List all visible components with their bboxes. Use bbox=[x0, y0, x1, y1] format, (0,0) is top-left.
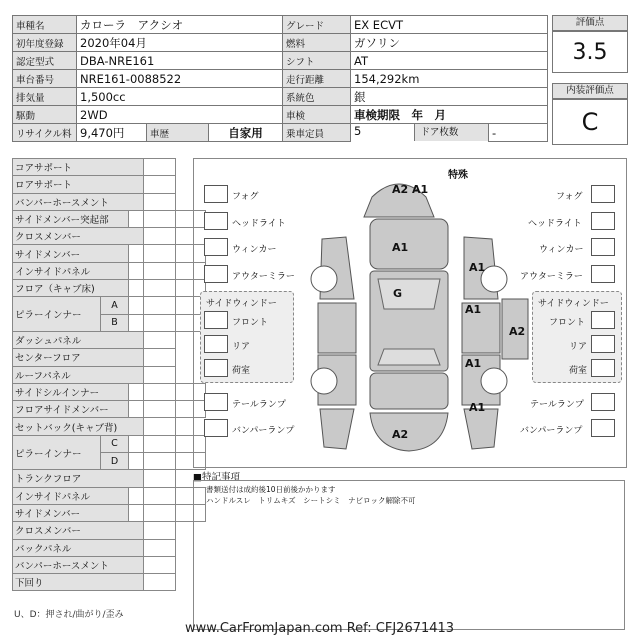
watermark: www.CarFromJapan.com Ref: CFJ2671413 bbox=[185, 621, 455, 636]
spec-table bbox=[12, 15, 548, 142]
spec-label: ドア枚数 bbox=[415, 124, 488, 141]
spec-value: 1,500cc bbox=[77, 88, 283, 106]
sidewindow-left-label: サイドウィンドー bbox=[206, 299, 277, 309]
sw-front-right-checkbox[interactable] bbox=[591, 311, 615, 329]
part-label: バックパネル bbox=[13, 539, 144, 556]
spec-label: 車台番号 bbox=[13, 70, 77, 88]
parts-row bbox=[13, 470, 206, 487]
spec-value: AT bbox=[351, 52, 548, 70]
part-label: インサイドパネル bbox=[13, 487, 129, 504]
parts-row bbox=[13, 522, 206, 539]
damage-diagram bbox=[193, 158, 627, 468]
parts-row bbox=[13, 418, 206, 435]
sw-front-right-label: フロント bbox=[549, 318, 586, 328]
part-label: センターフロア bbox=[13, 349, 144, 366]
spec-value: 自家用 bbox=[209, 124, 283, 142]
spec-value: NRE161-0088522 bbox=[77, 70, 283, 88]
spec-value: 9,470円 bbox=[77, 124, 147, 142]
parts-row bbox=[13, 435, 206, 452]
spec-label: 走行距離 bbox=[283, 70, 351, 88]
sw-front-left-label: フロント bbox=[232, 318, 269, 328]
remarks-box bbox=[193, 480, 625, 630]
parts-row bbox=[13, 401, 206, 418]
spec-label: 駆動 bbox=[13, 106, 77, 124]
spec-label: シフト bbox=[283, 52, 351, 70]
sw-rear-right-label: リア bbox=[569, 342, 588, 352]
rear-bumper bbox=[370, 413, 448, 451]
spec-label: 系統色 bbox=[283, 88, 351, 106]
part-sublabel: B bbox=[101, 314, 129, 331]
remarks-line: ハンドルスレ トリムキズ シートシミ ナビロック解除不可 bbox=[206, 496, 416, 505]
parts-row bbox=[13, 504, 206, 521]
part-label: コアサポート bbox=[13, 159, 144, 176]
parts-table bbox=[12, 158, 206, 591]
headlight-left-checkbox[interactable] bbox=[204, 212, 228, 230]
right-quarter bbox=[464, 409, 498, 449]
sw-rear-left-checkbox[interactable] bbox=[204, 335, 228, 353]
part-label: ロアサポート bbox=[13, 176, 144, 193]
headlight-right-checkbox[interactable] bbox=[591, 212, 615, 230]
part-label: クロスメンバー bbox=[13, 522, 144, 539]
sw-cargo-left-label: 荷室 bbox=[232, 366, 251, 376]
part-label: サイドメンバー bbox=[13, 245, 129, 262]
left-quarter bbox=[320, 409, 354, 449]
winker-left-checkbox[interactable] bbox=[204, 238, 228, 256]
parts-row bbox=[13, 349, 206, 366]
spec-label: 車歴 bbox=[147, 124, 209, 142]
left-front-door bbox=[318, 303, 356, 353]
taillamp-left-label: テールランプ bbox=[232, 400, 286, 410]
taillamp-left-checkbox[interactable] bbox=[204, 393, 228, 411]
rear-glass bbox=[378, 349, 440, 365]
parts-row bbox=[13, 245, 206, 262]
spec-value: - bbox=[489, 124, 548, 142]
spec-label: グレード bbox=[283, 16, 351, 34]
trunk-panel bbox=[370, 373, 448, 409]
sw-cargo-right-label: 荷室 bbox=[569, 366, 588, 376]
spec-value: DBA-NRE161 bbox=[77, 52, 283, 70]
winker-right-label: ウィンカー bbox=[539, 245, 584, 255]
spec-value: 車検期限 年 月 bbox=[351, 106, 548, 124]
damage-code-roof: G bbox=[393, 287, 403, 300]
damage-code-right-panel: A2 bbox=[509, 325, 526, 338]
spec-label: 排気量 bbox=[13, 88, 77, 106]
interior-score-label: 内装評価点 bbox=[552, 83, 628, 99]
part-label: ピラーインナー bbox=[13, 297, 101, 332]
windshield-glass bbox=[378, 279, 440, 309]
remarks-line: 書類送付は成約後10日前後かかります bbox=[206, 485, 336, 494]
headlight-left-label: ヘッドライト bbox=[232, 219, 286, 229]
sw-rear-right-checkbox[interactable] bbox=[591, 335, 615, 353]
part-label: サイドメンバー bbox=[13, 504, 129, 521]
spec-label: 燃料 bbox=[283, 34, 351, 52]
parts-row bbox=[13, 193, 206, 210]
parts-row bbox=[13, 574, 206, 591]
winker-left-label: ウィンカー bbox=[232, 245, 277, 255]
bumperlamp-left-checkbox[interactable] bbox=[204, 419, 228, 437]
part-label: セットバック(キャブ背) bbox=[13, 418, 144, 435]
mirror-left-label: アウターミラー bbox=[232, 272, 295, 282]
part-sublabel: D bbox=[101, 453, 129, 470]
legend-note: U、D：押され/曲がり/歪み bbox=[14, 610, 124, 620]
interior-score-value: C bbox=[552, 99, 628, 145]
sidewindow-right-label: サイドウィンドー bbox=[538, 299, 609, 309]
spec-label: 車種名 bbox=[13, 16, 77, 34]
taillamp-right-label: テールランプ bbox=[530, 400, 584, 410]
parts-row bbox=[13, 228, 206, 245]
sw-front-left-checkbox[interactable] bbox=[204, 311, 228, 329]
taillamp-right-checkbox[interactable] bbox=[591, 393, 615, 411]
parts-row bbox=[13, 539, 206, 556]
front-panel bbox=[370, 219, 448, 269]
spec-label: リサイクル料 bbox=[13, 124, 77, 142]
parts-row bbox=[13, 210, 206, 227]
fog-right-label: フォグ bbox=[556, 192, 583, 202]
part-label: クロスメンバー bbox=[13, 228, 144, 245]
remarks-title: ■特記事項 bbox=[193, 472, 240, 483]
spec-row bbox=[13, 88, 548, 106]
spec-row bbox=[13, 70, 548, 88]
score-label: 評価点 bbox=[552, 15, 628, 31]
damage-code-right-rear-door: A1 bbox=[465, 357, 482, 370]
fog-left-label: フォグ bbox=[232, 192, 259, 202]
spec-row bbox=[13, 16, 548, 34]
spec-label: 初年度登録 bbox=[13, 34, 77, 52]
bumperlamp-left-label: バンパーランプ bbox=[232, 426, 295, 436]
damage-code-rear-bumper: A2 bbox=[392, 428, 409, 441]
spec-row bbox=[13, 34, 548, 52]
spec-row bbox=[13, 52, 548, 70]
part-label: ピラーインナー bbox=[13, 435, 101, 470]
damage-code-right-quarter: A1 bbox=[469, 401, 486, 414]
part-label: インサイドパネル bbox=[13, 262, 129, 279]
spec-value: EX ECVT bbox=[351, 16, 548, 34]
sw-rear-left-label: リア bbox=[232, 342, 251, 352]
left-rear-wheel bbox=[311, 368, 337, 394]
mirror-right-checkbox[interactable] bbox=[591, 265, 615, 283]
mirror-left-checkbox[interactable] bbox=[204, 265, 228, 283]
fog-left-checkbox[interactable] bbox=[204, 185, 228, 203]
part-label: ダッシュパネル bbox=[13, 331, 144, 348]
spec-value: ガソリン bbox=[351, 34, 548, 52]
part-label: バンパーホースメント bbox=[13, 556, 144, 573]
parts-row bbox=[13, 262, 206, 279]
parts-row bbox=[13, 159, 206, 176]
parts-row bbox=[13, 176, 206, 193]
parts-row bbox=[13, 487, 206, 504]
spec-value: 2WD bbox=[77, 106, 283, 124]
spec-label: 乗車定員 bbox=[283, 124, 351, 142]
spec-row bbox=[13, 106, 548, 124]
part-label: トランクフロア bbox=[13, 470, 144, 487]
spec-row bbox=[13, 124, 548, 142]
spec-value: カローラ アクシオ bbox=[77, 16, 283, 34]
part-label: ルーフパネル bbox=[13, 366, 144, 383]
fog-right-checkbox[interactable] bbox=[591, 185, 615, 203]
right-rear-wheel bbox=[481, 368, 507, 394]
score-value: 3.5 bbox=[552, 31, 628, 73]
spec-value: 5 bbox=[351, 124, 415, 141]
spec-label: 車検 bbox=[283, 106, 351, 124]
part-sublabel: C bbox=[101, 435, 129, 452]
part-label: 下回り bbox=[13, 574, 144, 591]
parts-row bbox=[13, 280, 206, 297]
parts-row bbox=[13, 556, 206, 573]
mirror-right-label: アウターミラー bbox=[520, 272, 583, 282]
sw-cargo-left-checkbox[interactable] bbox=[204, 359, 228, 377]
part-label: サイドメンバー突起部 bbox=[13, 210, 129, 227]
part-label: サイドシルインナー bbox=[13, 383, 129, 400]
part-sublabel: A bbox=[101, 297, 129, 314]
parts-row bbox=[13, 383, 206, 400]
spec-value: 銀 bbox=[351, 88, 548, 106]
damage-code-hood: A2 A1 bbox=[392, 183, 429, 196]
damage-code-right-front-door: A1 bbox=[465, 303, 482, 316]
sw-cargo-right-checkbox[interactable] bbox=[591, 359, 615, 377]
damage-code-front: A1 bbox=[392, 241, 409, 254]
spec-label: 認定型式 bbox=[13, 52, 77, 70]
diagram-title: 特殊 bbox=[448, 170, 468, 181]
bumperlamp-right-checkbox[interactable] bbox=[591, 419, 615, 437]
winker-right-checkbox[interactable] bbox=[591, 238, 615, 256]
bumperlamp-right-label: バンパーランプ bbox=[520, 426, 583, 436]
spec-value: 2020年04月 bbox=[77, 34, 283, 52]
parts-row bbox=[13, 366, 206, 383]
parts-row bbox=[13, 331, 206, 348]
damage-code-right-fender: A1 bbox=[469, 261, 486, 274]
parts-row bbox=[13, 297, 206, 314]
left-front-wheel bbox=[311, 266, 337, 292]
part-label: フロアサイドメンバー bbox=[13, 401, 129, 418]
part-label: バンパーホースメント bbox=[13, 193, 144, 210]
spec-value: 154,292km bbox=[351, 70, 548, 88]
part-label: フロア（キャブ床) bbox=[13, 280, 129, 297]
headlight-right-label: ヘッドライト bbox=[528, 219, 582, 229]
